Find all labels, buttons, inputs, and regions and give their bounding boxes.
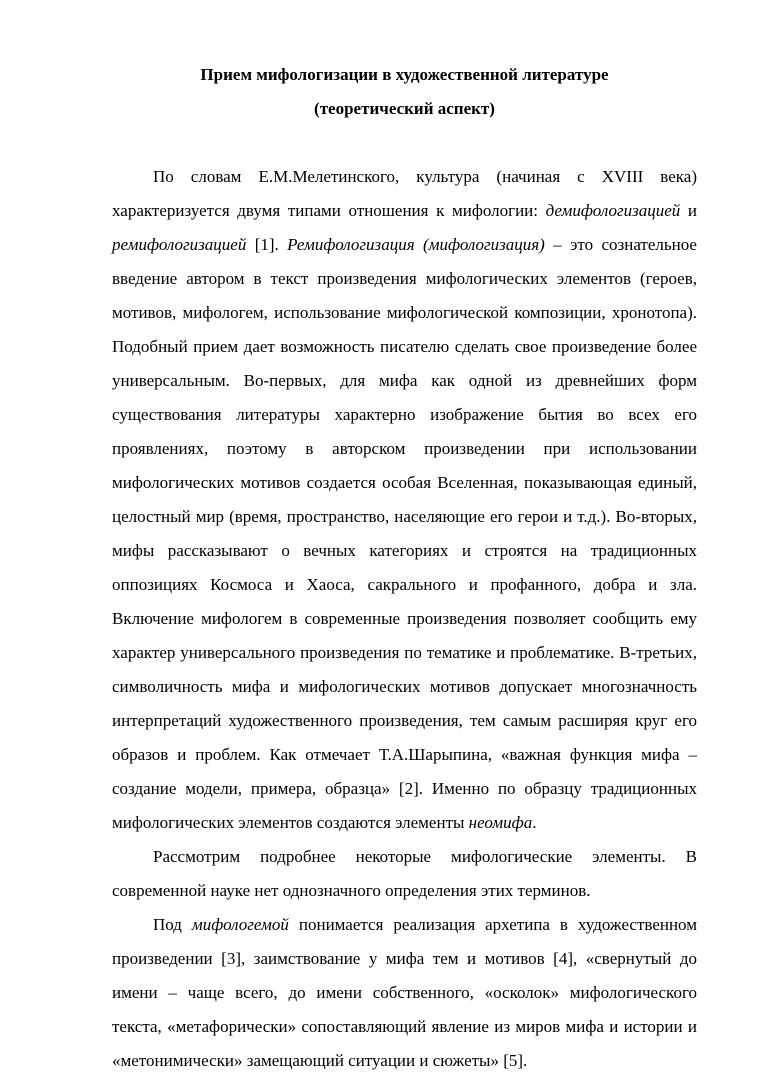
- paragraph-3-term-mythologeme: мифологемой: [191, 915, 289, 934]
- title-line-main: Прием мифологизации в художественной литературе: [200, 65, 609, 84]
- paragraph-3-text-b: понимается реализация архетипа в художественном произведении [3], заимствование у мифа тем и мотивов [4], «свернутый до имени – чаще всего, до имени собственного, «осколок» мифологического текста, «метафорически» сопоставляющий явление из миров мифа и истории и «метонимически» замещающий ситуации и сюжеты» [5].: [112, 915, 697, 1070]
- paragraph-1-term-demythologization: демифологизацией: [545, 201, 681, 220]
- title-spacer: [112, 126, 697, 160]
- paragraph-1-text-a: По словам Е.М.Мелетинского, культура (начиная с XVIII века) характеризуется двумя типами отношения к мифологии:: [112, 167, 697, 220]
- paragraph-1-text-c: [1].: [246, 235, 288, 254]
- paragraph-1-text-e: .: [532, 813, 537, 832]
- document-title: [112, 58, 697, 126]
- paragraph-1-term-definition: Ремифологизация (мифологизация): [287, 235, 545, 254]
- document-page: [112, 58, 697, 1078]
- paragraph-3: [112, 908, 697, 1078]
- paragraph-3-text-a: Под: [153, 915, 192, 934]
- paragraph-1-text-d: – это сознательное введение автором в текст произведения мифологических элементов (героев, мотивов, мифологем, использование мифологической композиции, хронотопа). Подобный прием дает возможность писателю сделать свое произведение более универсальным. Во-первых, для мифа как одной из древнейших форм существования литературы характерно изображение бытия во всех его проявлениях, поэтому в авторском произведении при использовании мифологических мотивов создается особая Вселенная, показывающая единый, целостный мир (время, пространство, населяющие его герои и т.д.). Во-вторых, мифы рассказывают о вечных категориях и строятся на традиционных оппозициях Космоса и Хаоса, сакрального и профанного, добра и зла. Включение мифологем в современные произведения позволяет сообщить ему характер универсального произведения по тематике и проблематике. В-третьих, символичность мифа и мифологических мотивов допускает многозначность интерпретаций художественного произведения, тем самым расширяя круг его образов и проблем. Как отмечает Т.А.Шарыпина, «важная функция мифа – создание модели, примера, образца» [2]. Именно по образцу традиционных мифологических элементов создаются элементы: [112, 235, 697, 832]
- paragraph-1-term-neomyth: неомифа: [468, 813, 533, 832]
- paragraph-1-text-b: и: [680, 201, 697, 220]
- paragraph-2: Рассмотрим подробнее некоторые мифологические элементы. В современной науке нет однозначного определения этих терминов.: [112, 847, 697, 900]
- paragraph-1-term-remythologization: ремифологизацией: [112, 235, 247, 254]
- title-line-subtitle: (теоретический аспект): [314, 99, 495, 118]
- paragraph-1: [112, 160, 697, 840]
